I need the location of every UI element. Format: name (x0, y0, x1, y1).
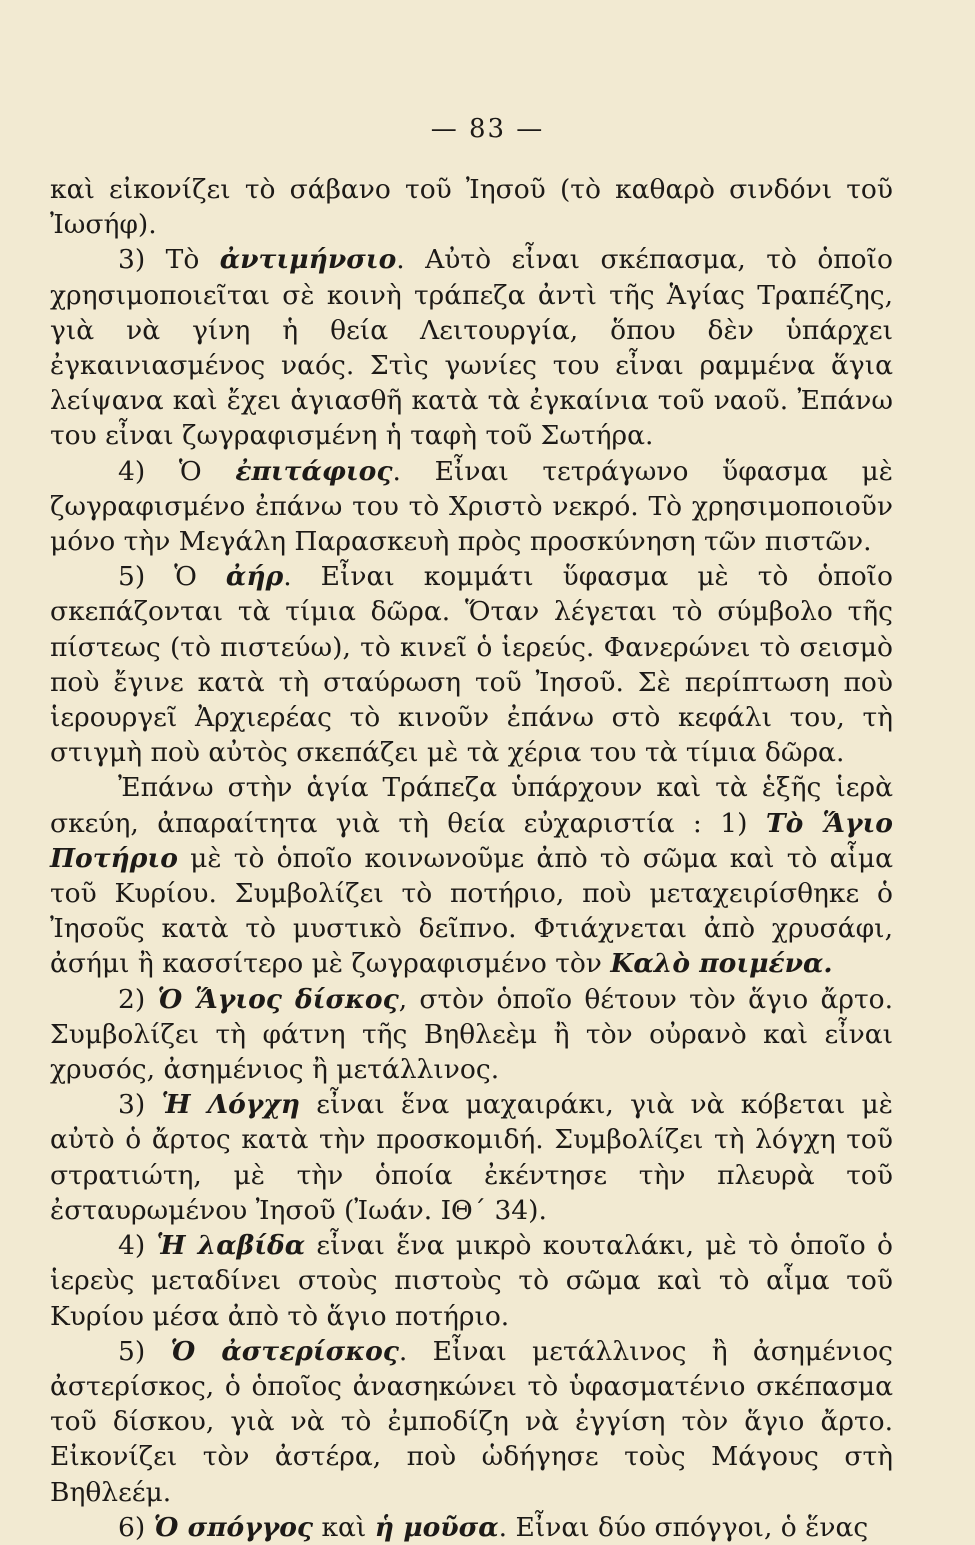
emphasized-term: Ὁ σπόγγος (153, 1511, 314, 1543)
emphasized-term: Καλὸ ποιμένα. (610, 948, 833, 980)
body-text (50, 172, 893, 1545)
text-run: . Εἶναι δύο σπόγγοι, ὁ ἕνας (498, 1511, 869, 1543)
paragraph-p1 (50, 242, 893, 453)
text-run: . Αὐτὸ εἶναι σκέπασμα, τὸ ὁποῖο χρησιμοποιεῖται σὲ κοινὴ τράπεζα ἀντὶ τῆς Ἁγίας Τραπέζης, γιὰ νὰ γίνη ἡ θεία Λειτουργία, ὅπου δὲν ὑπάρχει ἐγκαινιασμένος ναός. Στὶς γωνίες του εἶναι ραμμένα ἅγια λείψανα καὶ ἔχει ἁγιασθῆ κατὰ τὰ ἐγκαίνια τοῦ ναοῦ. Ἐπάνω του εἶναι ζωγραφισμένη ἡ ταφὴ τοῦ Σωτήρα. (50, 244, 893, 452)
emphasized-term: Ἡ Λόγχη (161, 1089, 300, 1121)
text-run: εἶναι ἕνα μαχαιράκι, γιὰ νὰ κόβεται μὲ αὐτὸ ὁ ἄρτος κατὰ τὴν προσκομιδή. Συμβολίζει τὴ λόγχη τοῦ στρατιώτη, μὲ τὴν ὁποία ἐκέντησε τὴν πλευρὰ τοῦ ἐσταυρωμένου Ἰησοῦ (Ἰωάν. ΙΘ΄ 34). (50, 1089, 893, 1226)
paragraph-p2 (50, 454, 893, 560)
emphasized-term: ἐπιτάφιος (235, 455, 393, 487)
paragraph-p0 (50, 172, 893, 242)
text-run: Ἐπάνω στὴν ἁγία Τράπεζα ὑπάρχουν καὶ τὰ ἑξῆς ἱερὰ σκεύη, ἀπαραίτητα γιὰ τὴ θεία εὐχαριστία : 1) (50, 772, 893, 839)
text-run: 4) (118, 1230, 157, 1262)
emphasized-term: Ἡ λαβίδα (156, 1230, 306, 1262)
text-run: 3) Τὸ (118, 244, 220, 276)
text-run: 2) (118, 983, 158, 1015)
text-run: . Εἶναι μετάλλινος ἢ ἀσημένιος ἀστερίσκος, ὁ ὁποῖος ἀνασηκώνει τὸ ὑφασματένιο σκέπασμα τοῦ δίσκου, γιὰ νὰ τὸ ἐμποδίζη νὰ ἐγγίση τὸν ἅγιο ἄρτο. Εἰκονίζει τὸν ἀστέρα, ποὺ ὡδήγησε τοὺς Μάγους στὴ Βηθλεέμ. (50, 1335, 893, 1508)
paragraph-p9 (50, 1510, 893, 1545)
text-run: 4) Ὁ (118, 455, 236, 487)
paragraph-p6 (50, 1087, 893, 1228)
paragraph-p3 (50, 559, 893, 770)
paragraph-p4 (50, 770, 893, 981)
text-run: , στὸν ὁποῖο θέτουν τὸν ἅγιο ἄρτο. Συμβολίζει τὴ φάτνη τῆς Βηθλεὲμ ἢ τὸν οὐρανὸ καὶ εἶναι χρυσός, ἀσημένιος ἢ μετάλλινος. (50, 983, 894, 1086)
emphasized-term: ἡ μοῦσα (374, 1511, 499, 1543)
text-run: 6) (118, 1511, 154, 1543)
emphasized-term: Ὁ Ἅγιος δίσκος (157, 983, 399, 1015)
paragraph-p7 (50, 1228, 893, 1334)
emphasized-term: Τὸ Ἅγιο Ποτήριο (50, 807, 893, 874)
text-run: 5) (118, 1335, 171, 1367)
text-run: καὶ (313, 1511, 375, 1543)
emphasized-term: Ὁ ἀστερίσκος (170, 1335, 399, 1367)
text-run: . Εἶναι κομμάτι ὕφασμα μὲ τὸ ὁποῖο σκεπάζονται τὰ τίμια δῶρα. Ὅταν λέγεται τὸ σύμβολο τῆς πίστεως (τὸ πιστεύω), τὸ κινεῖ ὁ ἱερεύς. Φανερώνει τὸ σεισμὸ ποὺ ἔγινε κατὰ τὴ σταύρωση τοῦ Ἰησοῦ. Σὲ περίπτωση ποὺ ἱερουργεῖ Ἀρχιερέας τὸ κινοῦν ἐπάνω στὸ κεφάλι του, τὴ στιγμὴ ποὺ αὐτὸς σκεπάζει μὲ τὰ χέρια του τὰ τίμια δῶρα. (50, 561, 893, 769)
text-run: . Εἶναι τετράγωνο ὕφασμα μὲ ζωγραφισμένο ἐπάνω του τὸ Χριστὸ νεκρό. Τὸ χρησιμοποιοῦν μόνο τὴν Μεγάλη Παρασκευὴ πρὸς προσκύνηση τῶν πιστῶν. (50, 455, 893, 558)
text-run: καὶ εἰκονίζει τὸ σάβανο τοῦ Ἰησοῦ (τὸ καθαρὸ σινδόνι τοῦ Ἰωσήφ). (50, 174, 893, 241)
page-number: — 83 — (430, 114, 545, 144)
emphasized-term: ἀντιμήνσιο (219, 244, 397, 276)
text-run: εἶναι ἕνα μικρὸ κουταλάκι, μὲ τὸ ὁποῖο ὁ ἱερεὺς μεταδίνει στοὺς πιστοὺς τὸ σῶμα καὶ τὸ αἷμα τοῦ Κυρίου μέσα ἀπὸ τὸ ἅγιο ποτήριο. (50, 1230, 893, 1332)
text-run: 3) (118, 1089, 162, 1121)
text-run: μὲ τὸ ὁποῖο κοινωνοῦμε ἀπὸ τὸ σῶμα καὶ τὸ αἷμα τοῦ Κυρίου. Συμβολίζει τὸ ποτήριο, ποὺ μεταχειρίσθηκε ὁ Ἰησοῦς κατὰ τὸ μυστικὸ δεῖπνο. Φτιάχνεται ἀπὸ χρυσάφι, ἀσήμι ἢ κασσίτερο μὲ ζωγραφισμένο τὸν (50, 842, 893, 980)
text-run: 5) Ὁ (118, 561, 226, 593)
emphasized-term: ἀήρ (225, 561, 284, 593)
paragraph-p8 (50, 1334, 893, 1510)
paragraph-p5 (50, 982, 893, 1088)
